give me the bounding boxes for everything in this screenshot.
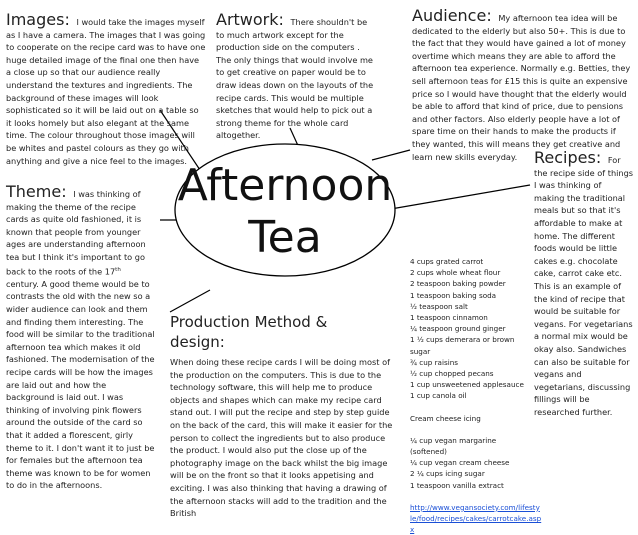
recipe-link-line3: x <box>410 525 415 535</box>
production-heading-line1: Production Method & <box>170 313 328 331</box>
recipes-heading: Recipes: <box>534 148 602 167</box>
recipes-section <box>534 150 634 418</box>
center-title <box>175 160 395 264</box>
theme-body-part2: century. A good theme would be to contrasts the old with the new so a wider audience can look and them and finding them interesting. The food will be similar to the traditional afternoon tea which makes it old fashioned. The modernisation of the recipe cards will be how the images are laid out and how the background is laid out. I was thinking of involving pink flowers around the outside of the card so that it added a florescent, girly theme to it. I don't want it to just be for females but the afternoon tea theme was known to be for women to do in the afternoons. <box>6 278 155 491</box>
recipes-body: For the recipe side of things I was thinking of making the traditional meals but so that it's affordable to make at home. The different foods would be little cakes e.g. chocolate cake, carrot cake etc. This is an example of the kind of recipe that would be suitable for vegans. For vegetarians a normal mix would be okay also. Sandwiches can also be suitable for vegans and vegetarians, discussing fillings will be researched further. <box>534 155 634 417</box>
theme-section <box>6 184 156 492</box>
ingredient-item: 1 ½ cups demerara or brown sugar <box>410 335 515 356</box>
theme-superscript: th <box>115 266 121 273</box>
connector-audience <box>372 150 410 160</box>
images-section <box>6 12 206 167</box>
production-heading-line2: design: <box>170 333 225 351</box>
ingredient-item: ¼ teaspoon ground ginger <box>410 324 506 334</box>
ingredient-item: 1 teaspoon baking soda <box>410 290 497 300</box>
audience-body: My afternoon tea idea will be dedicated to the elderly but also 50+. This is due to the fact that they would have gained a lot of money overtime which means they are able to afford the afternoon tea experience. Normally e.g. Betties, they sell afternoon teas for £15 this is quite an expensive price so I would have thought that the elderly would be able to afford that kind of price, due to pensions and other factors. Also elderly people have a lot of spare time on their hands to make the products if they wanted, this will means they get creative and learn new skills everyday. <box>412 13 631 162</box>
frosting-title: Cream cheese icing <box>410 413 481 423</box>
artwork-body: There shouldn't be to much artwork except for the production side on the computers . The only things that would involve me to get creative on paper would be to draw ideas down on the layouts of the recipe cards. This would be multiple sketches that would help to pick out a strong theme for the whole card altogether. <box>216 17 374 141</box>
audience-heading: Audience: <box>412 6 492 25</box>
artwork-heading: Artwork: <box>216 10 284 29</box>
ingredients-list <box>410 256 542 535</box>
connector-recipes <box>385 185 530 210</box>
ingredient-item: 2 cups whole wheat flour <box>410 268 501 278</box>
connector-production <box>170 290 210 312</box>
ingredient-item: 1 cup unsweetened applesauce <box>410 380 524 390</box>
center-title-line1: Afternoon <box>177 160 393 211</box>
ingredient-item: ¾ cup raisins <box>410 357 459 367</box>
frosting-item: 1 teaspoon vanilla extract <box>410 480 504 490</box>
production-section <box>170 312 398 520</box>
theme-body-part1: I was thinking of making the theme of the recipe cards as quite old fashioned, it is known that people from younger ages are understanding afternoon tea but I think it's important to go back to the roots of the 17 <box>6 189 146 277</box>
frosting-item: ¼ cup vegan margarine (softened) <box>410 435 497 457</box>
images-body: I would take the images myself as I have a camera. The images that I was going to cooperate on the recipe card was to have one huge detailed image of the final one then have a close up so that our audience really understand the textures and ingredients. The background of these images will look sophisticated so it will be laid out on a table so it looks homely but also elegant at the same time. The colour throughout those images will be whites and pastel colours as they go with anything and give a nice feel to the images. <box>6 17 206 166</box>
ingredient-item: 4 cups grated carrot <box>410 257 484 266</box>
recipe-link-line1: http://www.vegansociety.com/lifesty <box>410 502 540 512</box>
recipe-source-link[interactable] <box>410 502 542 535</box>
ingredient-item: 2 teaspoon baking powder <box>410 279 506 289</box>
ingredient-item: ½ cup chopped pecans <box>410 369 494 379</box>
production-body: When doing these recipe cards I will be doing most of the production on the computers. This is due to the technology software, this will help me to produce objects and shapes which can make my recipe card stand out. I will put the recipe and step by step guide on the back of the card, this will make it easier for the person to collect the ingredients but to also produce the product. I would also put the close up of the photography image on the back whilst the big image will be on the front so that it looks appetising and exciting. I was also thinking that having a drawing of the afternoon stacks will add to the tradition and the British <box>170 357 393 519</box>
theme-heading: Theme: <box>6 182 67 201</box>
ingredient-item: 1 cup canola oil <box>410 391 467 401</box>
ingredient-item: 1 teaspoon cinnamon <box>410 313 488 323</box>
frosting-item: 2 ¼ cups icing sugar <box>410 469 485 479</box>
center-title-line2: Tea <box>248 212 322 263</box>
images-heading: Images: <box>6 10 70 29</box>
recipe-link-line2: le/food/recipes/cakes/carrotcake.asp <box>410 514 542 524</box>
audience-section <box>412 8 634 163</box>
ingredient-item: ½ teaspoon salt <box>410 301 468 311</box>
frosting-item: ¼ cup vegan cream cheese <box>410 458 510 468</box>
production-heading <box>170 312 394 352</box>
artwork-section <box>216 12 376 142</box>
